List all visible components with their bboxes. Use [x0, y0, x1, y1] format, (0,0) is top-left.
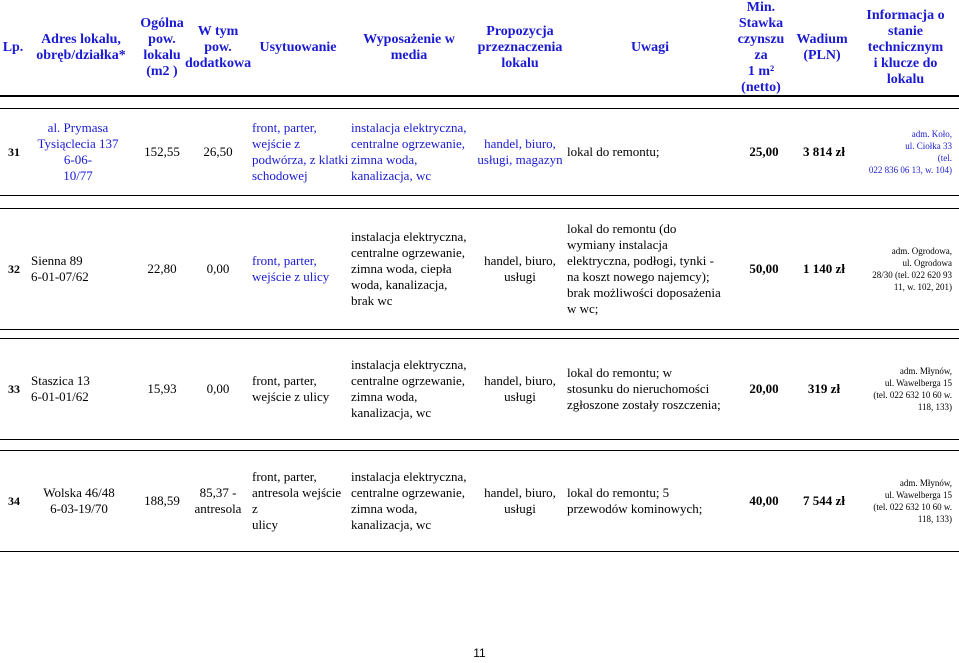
header-propozycja: Propozycja przeznaczenia lokalu: [477, 23, 563, 71]
cell-wadium: 319 zł: [807, 381, 841, 396]
table-row: [0, 338, 959, 440]
cell-uwagi: lokal do remontu (do wymiany instalacja elektryczna, podłogi, tynki - na koszt nowego najemcy); brak możliwości doposażenia w wc;: [567, 221, 721, 316]
cell-informacja: adm. Koło, ul. Ciołka 33 (tel. 022 836 06 13, w. 104): [868, 129, 952, 175]
cell-wadium: 1 140 zł: [803, 261, 845, 276]
cell-adres: Wolska 46/48 6-03-19/70: [43, 485, 115, 516]
cell-lp: 33: [8, 381, 20, 396]
cell-adres: al. Prymasa Tysiąclecia 137 6-06- 10/77: [37, 120, 119, 183]
cell-wadium: 3 814 zł: [803, 144, 845, 159]
cell-uwagi: lokal do remontu; 5 przewodów kominowych;: [567, 485, 703, 516]
cell-pow-dodatkowa: 0,00: [206, 261, 230, 276]
table-header: [0, 0, 959, 97]
cell-powierzchnia: 15,93: [147, 381, 177, 396]
cell-uwagi: lokal do remontu; w stosunku do nieruchomości zgłoszone zostały roszczenia;: [567, 365, 721, 412]
cell-media: instalacja elektryczna, centralne ogrzewanie, zimna woda, kanalizacja, wc: [351, 357, 467, 420]
cell-powierzchnia: 188,59: [144, 493, 180, 508]
cell-stawka: 50,00: [749, 261, 779, 276]
table-row: [0, 108, 959, 196]
cell-wadium: 7 544 zł: [803, 493, 845, 508]
header-wadium: Wadium (PLN): [796, 31, 848, 63]
cell-media: instalacja elektryczna, centralne ogrzewanie, zimna woda, kanalizacja, wc: [351, 469, 467, 532]
cell-media: instalacja elektryczna, centralne ogrzewanie, zimna woda, kanalizacja, wc: [351, 120, 467, 183]
page-number: 11: [473, 646, 486, 660]
cell-pow-dodatkowa: 26,50: [203, 144, 233, 159]
cell-usytuowanie: front, parter, antresola wejście z ulicy: [252, 469, 342, 532]
cell-przeznaczenie: handel, biuro, usługi: [484, 485, 556, 516]
header-uwagi: Uwagi: [630, 39, 670, 55]
table-row: [0, 450, 959, 552]
cell-adres: Staszica 13 6-01-01/62: [31, 373, 90, 404]
cell-uwagi: lokal do remontu;: [567, 144, 660, 159]
cell-stawka: 25,00: [749, 144, 779, 159]
cell-usytuowanie: front, parter, wejście z podwórza, z klatki schodowej: [252, 120, 349, 183]
header-lp: Lp.: [2, 39, 24, 55]
cell-informacja: adm. Młynów, ul. Wawelberga 15 (tel. 022 632 10 60 w. 118, 133): [873, 478, 952, 524]
header-adres: Adres lokalu, obręb/działka*: [36, 31, 126, 63]
cell-media: instalacja elektryczna, centralne ogrzewanie, zimna woda, ciepła woda, kanalizacja, brak wc: [351, 229, 467, 308]
header-stawka: Min. Stawka czynszu za 1 m² (netto): [737, 0, 785, 95]
cell-lp: 32: [8, 261, 20, 276]
cell-lp: 34: [8, 493, 20, 508]
header-w-tym: W tym pow. dodatkowa: [184, 23, 252, 71]
cell-usytuowanie: front, parter, wejście z ulicy: [252, 253, 330, 284]
cell-stawka: 20,00: [749, 381, 779, 396]
cell-przeznaczenie: handel, biuro, usługi, magazyn: [477, 136, 563, 167]
cell-pow-dodatkowa: 85,37 - antresola: [194, 485, 242, 516]
cell-powierzchnia: 152,55: [144, 144, 180, 159]
header-wyposazenie: Wyposażenie w media: [363, 31, 455, 63]
cell-przeznaczenie: handel, biuro, usługi: [484, 253, 556, 284]
cell-przeznaczenie: handel, biuro, usługi: [484, 373, 556, 404]
cell-powierzchnia: 22,80: [147, 261, 177, 276]
cell-informacja: adm. Ogrodowa, ul. Ogrodowa 28/30 (tel. 022 620 93 11, w. 102, 201): [872, 246, 952, 292]
header-ogolna-pow: Ogólna pow. lokalu (m2 ): [140, 15, 184, 79]
cell-informacja: adm. Młynów, ul. Wawelberga 15 (tel. 022 632 10 60 w. 118, 133): [873, 366, 952, 412]
cell-stawka: 40,00: [749, 493, 779, 508]
cell-pow-dodatkowa: 0,00: [206, 381, 230, 396]
header-informacja: Informacja o stanie technicznym i klucze do lokalu: [866, 7, 945, 87]
table-row: [0, 208, 959, 330]
cell-usytuowanie: front, parter, wejście z ulicy: [252, 373, 330, 404]
cell-lp: 31: [8, 144, 20, 159]
header-usytuowanie: Usytuowanie: [259, 39, 337, 55]
cell-adres: Sienna 89 6-01-07/62: [31, 253, 89, 284]
